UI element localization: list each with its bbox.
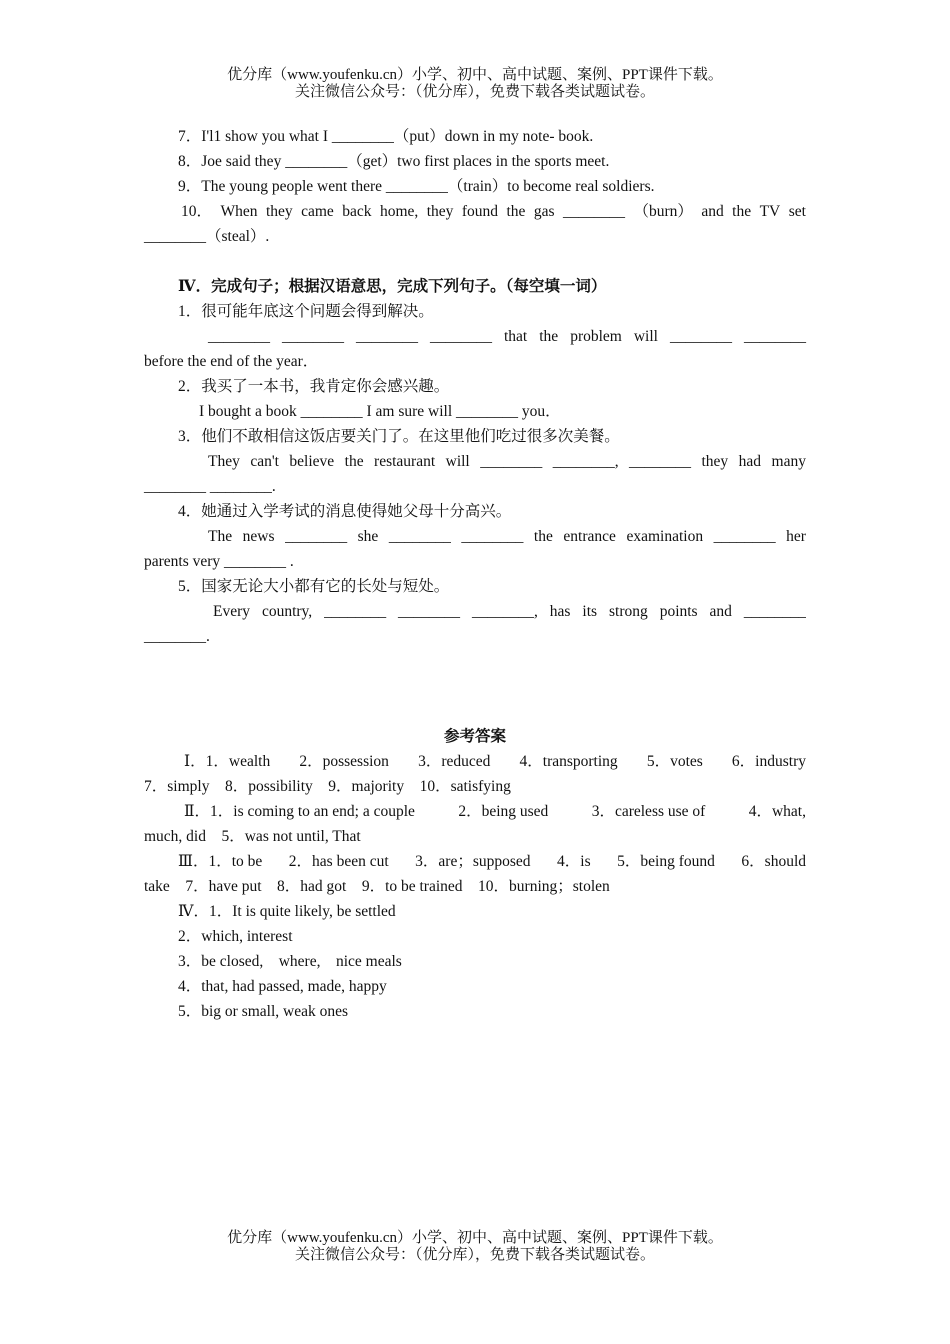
text-segment: ________ (480, 453, 543, 470)
text-segment: 4．what, (748, 803, 806, 820)
text-segment: and (701, 203, 724, 220)
text-segment: came (301, 203, 334, 220)
text-segment: 4．is (557, 853, 591, 870)
text-segment: ________ (430, 328, 492, 345)
text-segment: ________ (563, 203, 625, 220)
text-segment: has (549, 603, 571, 620)
question-4-3-continued: ________ ________. (144, 478, 276, 495)
question-4-1-english (144, 324, 806, 349)
text-segment: ________ (208, 328, 270, 345)
text-segment: ________ (398, 603, 461, 620)
question-3-9: 9．The young people went there ________（train）to become real soldiers. (178, 178, 655, 195)
text-segment: Ⅲ．1．to be (178, 853, 263, 870)
text-segment: ________ (388, 528, 451, 545)
text-segment: its (582, 603, 598, 620)
text-segment: restaurant (374, 453, 436, 470)
text-segment: believe (289, 453, 335, 470)
text-segment: 4．transporting (519, 753, 618, 770)
text-segment: 2．has been cut (288, 853, 389, 870)
answers-2-line-1 (144, 799, 806, 824)
text-segment: TV (759, 203, 781, 220)
question-3-7: 7．I'l1 show you what I ________（put）down in my note- book. (178, 128, 594, 145)
section-4-title: Ⅳ．完成句子；根据汉语意思，完成下列句子。（每空填一词） (178, 278, 607, 295)
question-4-5-chinese: 5．国家无论大小都有它的长处与短处。 (178, 578, 450, 595)
question-4-5-continued: ________. (144, 628, 210, 645)
text-segment: back (342, 203, 372, 220)
text-segment: had (738, 453, 762, 470)
question-4-2-english: I bought a book ________ I am sure will ________ you． (199, 403, 561, 420)
text-segment: 3．reduced (418, 753, 491, 770)
text-segment: will (445, 453, 470, 470)
text-segment: 5．being found (617, 853, 715, 870)
answers-4-line-5: 5．big or small, weak ones (178, 1003, 349, 1020)
question-4-2-chinese: 2．我买了一本书，我肯定你会感兴趣。 (178, 378, 450, 395)
text-segment: 3．careless use of (591, 803, 706, 820)
text-segment: ________ (285, 528, 348, 545)
text-segment: can't (250, 453, 279, 470)
text-segment: When (220, 203, 258, 220)
answers-3-line-2: take 7．have put 8．had got 9．to be trained 10．burning；stolen (144, 878, 610, 895)
text-segment: ________, (552, 453, 619, 470)
answers-title: 参考答案 (443, 728, 506, 745)
text-segment: 2．being used (458, 803, 549, 820)
text-segment: and (709, 603, 732, 620)
text-segment: the (539, 328, 559, 345)
text-segment: they (701, 453, 729, 470)
text-segment: ________ (713, 528, 776, 545)
question-4-4-chinese: 4．她通过入学考试的消息使得她父母十分高兴。 (178, 503, 512, 520)
question-4-1-continued: before the end of the year． (144, 353, 319, 370)
answers-4-line-1: Ⅳ．1．It is quite likely, be settled (178, 903, 396, 920)
answers-1-line-2: 7．simply 8．possibility 9．majority 10．satisfying (144, 778, 511, 795)
text-segment: that (504, 328, 528, 345)
answers-4-line-3: 3．be closed, where, nice meals (178, 953, 402, 970)
text-segment: Every (213, 603, 251, 620)
text-segment: points (659, 603, 698, 620)
text-segment: news (242, 528, 275, 545)
text-segment: gas (533, 203, 555, 220)
text-segment: 3．are；supposed (415, 853, 531, 870)
question-4-3-chinese: 3．他们不敢相信这饭店要关门了。在这里他们吃过很多次美餐。 (178, 428, 620, 445)
question-3-8: 8．Joe said they ________（get）two first places in the sports meet. (178, 153, 610, 170)
header-line-2: 关注微信公众号：（优分库），免费下载各类试题试卷。 (294, 84, 655, 100)
text-segment: the (506, 203, 526, 220)
text-segment: problem (570, 328, 622, 345)
page-header (0, 67, 950, 101)
text-segment: ________ (743, 603, 806, 620)
question-4-4-english (144, 524, 806, 549)
text-segment: 6．industry (731, 753, 806, 770)
text-segment: They (208, 453, 240, 470)
text-segment: they (426, 203, 454, 220)
answers-4-line-4: 4．that, had passed, made, happy (178, 978, 387, 995)
text-segment: they (265, 203, 293, 220)
text-segment: 5．votes (646, 753, 703, 770)
question-4-3-english (144, 449, 806, 474)
question-3-10 (144, 199, 806, 224)
text-segment: （burn） (633, 203, 693, 220)
text-segment: ________ (282, 328, 344, 345)
text-segment: country, (261, 603, 313, 620)
text-segment: set (788, 203, 806, 220)
question-4-5-english (144, 599, 806, 624)
question-4-4-continued: parents very ________ . (144, 553, 294, 570)
text-segment: 6．should (741, 853, 806, 870)
page-footer (0, 1230, 950, 1264)
answers-1-line-1 (144, 749, 806, 774)
text-segment: her (786, 528, 806, 545)
text-segment: ________ (356, 328, 418, 345)
text-segment: ________ (743, 328, 806, 345)
text-segment: strong (609, 603, 648, 620)
text-segment: entrance (563, 528, 616, 545)
text-segment: 2．possession (299, 753, 389, 770)
text-segment: Ⅰ．1．wealth (184, 753, 271, 770)
text-segment: 10． (181, 203, 213, 220)
text-segment: she (357, 528, 379, 545)
text-segment: ________ (324, 603, 387, 620)
document-body (144, 124, 806, 1024)
question-3-10-continued: ________（steal）. (144, 228, 270, 245)
text-segment: examination (626, 528, 704, 545)
answers-3-line-1 (144, 849, 806, 874)
text-segment: found (461, 203, 499, 220)
question-4-1-chinese: 1．很可能年底这个问题会得到解决。 (178, 303, 434, 320)
text-segment: ________, (471, 603, 538, 620)
text-segment: ________ (629, 453, 692, 470)
header-line-1: 优分库（www.youfenku.cn）小学、初中、高中试题、案例、PPT课件下载。 (227, 67, 723, 83)
text-segment: The (208, 528, 233, 545)
text-segment: Ⅱ．1．is coming to an end; a couple (184, 803, 415, 820)
footer-line-1: 优分库（www.youfenku.cn）小学、初中、高中试题、案例、PPT课件下载。 (227, 1230, 723, 1246)
text-segment: the (344, 453, 364, 470)
text-segment: ________ (461, 528, 524, 545)
text-segment: home, (379, 203, 419, 220)
text-segment: ________ (669, 328, 732, 345)
answers-2-line-2: much, did 5．was not until, That (144, 828, 361, 845)
footer-line-2: 关注微信公众号：（优分库），免费下载各类试题试卷。 (294, 1247, 655, 1263)
answers-4-line-2: 2．which, interest (178, 928, 293, 945)
text-segment: the (533, 528, 553, 545)
text-segment: many (771, 453, 806, 470)
text-segment: will (633, 328, 658, 345)
text-segment: the (732, 203, 752, 220)
